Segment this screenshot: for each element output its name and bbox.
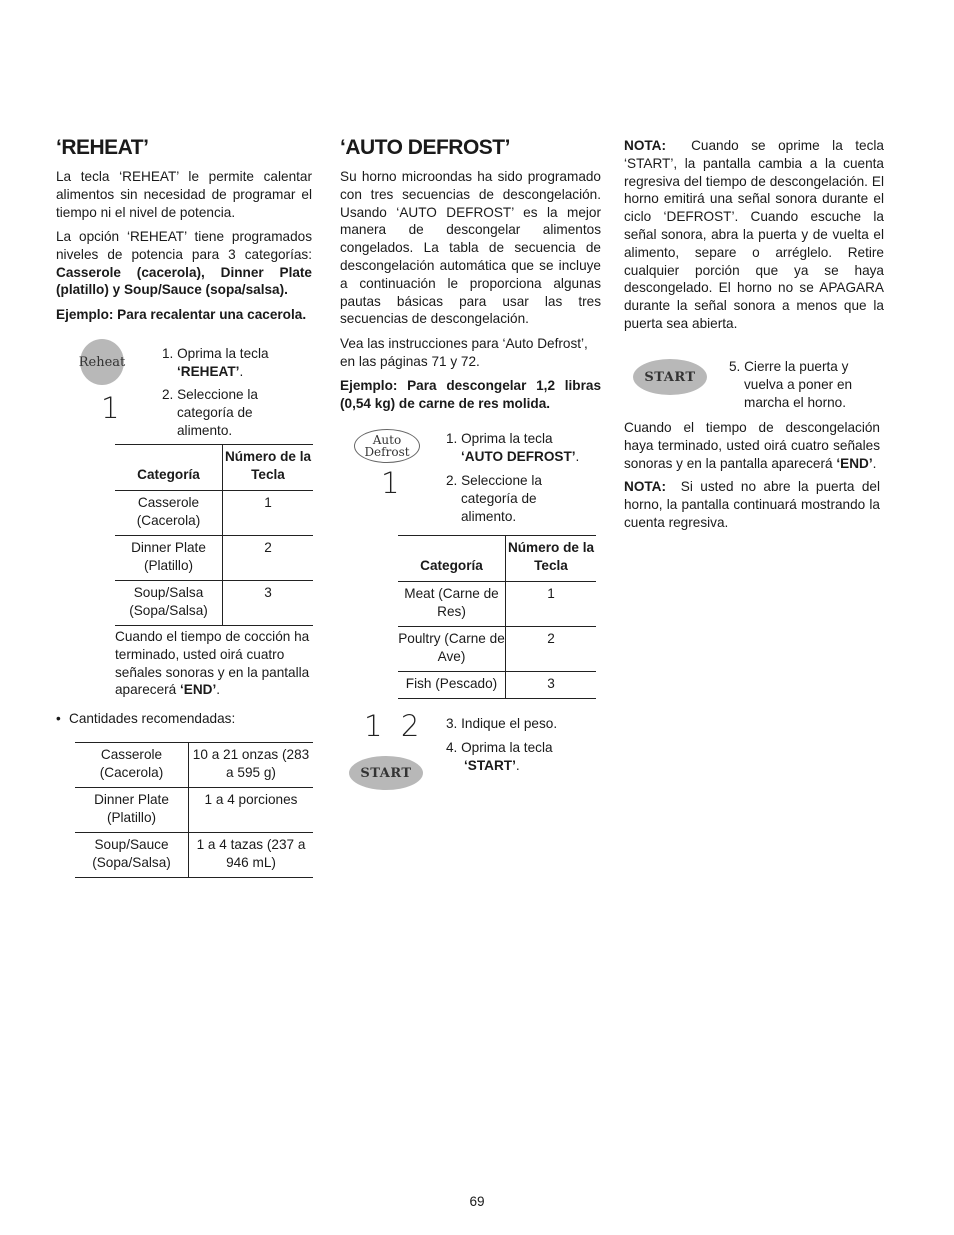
start-key-label: START (360, 765, 412, 781)
reheat-table-num: 3 (223, 581, 314, 626)
reheat-table-head-category: Categoría (115, 445, 223, 491)
defrost-table-num: 1 (506, 582, 597, 627)
reheat-end-key: ‘END’ (180, 682, 217, 698)
reheat-end-paragraph (115, 628, 313, 699)
defrost-see-instructions: Vea las instrucciones para ‘Auto Defrost’, en las páginas 71 y 72. (340, 336, 588, 369)
reheat-categories-list: Casserole (cacerola), Dinner Plate (platillo) y Soup/Sauce (sopa/salsa). (56, 264, 312, 298)
start-key-label: START (644, 369, 696, 385)
defrost-step1-text: 1. Oprima la tecla (446, 431, 553, 446)
reheat-table-cat: Casserole (Cacerola) (115, 491, 223, 536)
quantity-table-cat: Casserole (Cacerola) (75, 743, 189, 788)
defrost-table-cat: Fish (Pescado) (398, 672, 506, 699)
nota-defrost-paragraph (624, 137, 884, 333)
nota-door-paragraph (624, 478, 880, 531)
reheat-intro: La tecla ‘REHEAT’ le permite calentar alimentos sin necesidad de programar el tiempo ni el nivel de potencia. (56, 169, 312, 220)
defrost-step-3: 3. Indique el peso. (446, 716, 558, 731)
reheat-step-2 (162, 386, 300, 439)
table-row (75, 788, 313, 833)
defrost-table-head-category: Categoría (398, 536, 506, 582)
defrost-table-head-number: Número de la Tecla (506, 536, 597, 582)
defrost-step2-text: 2. Seleccione la categoría de alimento. (446, 473, 542, 524)
quantity-table-qty: 10 a 21 onzas (283 a 595 g) (189, 743, 314, 788)
reheat-step-1 (162, 345, 302, 381)
table-row (75, 833, 313, 878)
page-number: 69 (469, 1194, 485, 1209)
defrost-table-cat: Poultry (Carne de Ave) (398, 627, 506, 672)
defrost-step1-end: . (575, 448, 580, 464)
defrost-step4-text: 4. Oprima la tecla (446, 740, 553, 755)
reheat-end-text: Cuando el tiempo de cocción ha terminado, usted oirá cuatro señales sonoras y en la pantalla aparecerá (115, 629, 310, 698)
defrost-intro: Su horno microondas ha sido programado con tres secuencias de descongelación. Usando ‘AUTO DEFROST’ es la mejor manera de descongelar alimentos congelados. La tabla de secuencia de descongelación automática que se incluye a continuación le proporciona algunas pautas básicas para usar las tres secuencias de descongelación. (340, 169, 601, 327)
quantity-table-cat: Soup/Sauce (Sopa/Salsa) (75, 833, 189, 878)
defrost-step4-end: . (515, 757, 520, 773)
table-row (398, 672, 596, 699)
defrost-table-num: 3 (506, 672, 597, 699)
reheat-step1-text: 1. Oprima la tecla (162, 346, 269, 361)
defrost-done-text: Cuando el tiempo de descongelación haya terminado, usted oirá cuatro señales sonoras y en la pantalla aparecerá (624, 420, 880, 471)
reheat-table-cat: Dinner Plate (Platillo) (115, 536, 223, 581)
notes-step-5 (729, 358, 879, 411)
defrost-done-paragraph (624, 419, 880, 472)
quantity-table-qty: 1 a 4 porciones (189, 788, 314, 833)
nota1-text: Cuando se oprime la tecla ‘START’, la pantalla cambia a la cuenta regresiva del tiempo de descongelación. El horno emitirá una señal sonora durante el ciclo ‘DEFROST’. Cuando escuche la señal sonora, abra la puerta y de vuelta el alimento, separe o arréglelo. Retire cualquier porción que ya se haya descongelado. El horno no se APAGARA durante la señal sonora a menos que la puerta sea abierta. (624, 138, 884, 331)
defrost-step-1 (446, 430, 596, 466)
table-row (75, 743, 313, 788)
reheat-category-table (115, 444, 313, 626)
quantities-heading: Cantidades recomendadas: (69, 711, 236, 726)
defrost-done-key: ‘END’ (836, 455, 873, 471)
defrost-title: ‘AUTO DEFROST’ (340, 136, 510, 159)
quantity-table-cat: Dinner Plate (Platillo) (75, 788, 189, 833)
reheat-table-cat: Soup/Salsa (Sopa/Salsa) (115, 581, 223, 626)
defrost-table-cat: Meat (Carne de Res) (398, 582, 506, 627)
nota1-label: NOTA: (624, 138, 667, 153)
auto-defrost-key-line1: Auto (372, 433, 402, 447)
auto-defrost-key-line2: Defrost (364, 445, 410, 459)
defrost-step-4 (446, 739, 596, 775)
defrost-step4-key: ‘START’ (464, 757, 516, 773)
defrost-category-table (398, 535, 596, 699)
reheat-step-digit: 1 (101, 391, 120, 425)
start-button-icon (633, 359, 707, 395)
table-row (115, 491, 313, 536)
defrost-done-period: . (872, 455, 877, 471)
reheat-title: ‘REHEAT’ (56, 136, 149, 159)
reheat-table-num: 2 (223, 536, 314, 581)
auto-defrost-key-icon (354, 429, 420, 463)
reheat-example: Ejemplo: Para recalentar una cacerola. (56, 307, 307, 322)
reheat-step2-text: 2. Seleccione la categoría de alimento. (162, 387, 258, 438)
reheat-categories-text: La opción ‘REHEAT’ tiene programados niveles de potencia para 3 categorías: (56, 229, 312, 262)
start-button-icon (349, 756, 423, 790)
reheat-table-head-number: Número de la Tecla (223, 445, 314, 491)
defrost-step1-key: ‘AUTO DEFROST’ (461, 448, 576, 464)
quantity-table-qty: 1 a 4 tazas (237 a 946 mL) (189, 833, 314, 878)
step5-text: 5. Cierre la puerta y vuelva a poner en marcha el horno. (729, 359, 853, 410)
reheat-key-icon (80, 339, 124, 385)
defrost-table-num: 2 (506, 627, 597, 672)
nota2-label: NOTA: (624, 479, 667, 494)
table-row (398, 582, 596, 627)
defrost-example: Ejemplo: Para descongelar 1,2 libras (0,54 kg) de carne de res molida. (340, 378, 601, 411)
reheat-step1-key: ‘REHEAT’ (177, 363, 240, 379)
defrost-step-digits-1-2: 1 2 (364, 709, 420, 743)
reheat-step1-end: . (239, 363, 244, 379)
quantities-bullet: • (56, 711, 61, 726)
reheat-categories-paragraph (56, 228, 312, 299)
defrost-step-2 (446, 472, 582, 525)
defrost-step-digit: 1 (381, 466, 400, 500)
nota2-text: Si usted no abre la puerta del horno, la pantalla continuará mostrando la cuenta regresiva. (624, 479, 880, 530)
table-row (115, 536, 313, 581)
reheat-table-num: 1 (223, 491, 314, 536)
table-row (398, 627, 596, 672)
reheat-quantity-table (75, 742, 313, 878)
reheat-end-period: . (216, 682, 221, 698)
table-row (115, 581, 313, 626)
reheat-key-label: Reheat (78, 354, 126, 370)
